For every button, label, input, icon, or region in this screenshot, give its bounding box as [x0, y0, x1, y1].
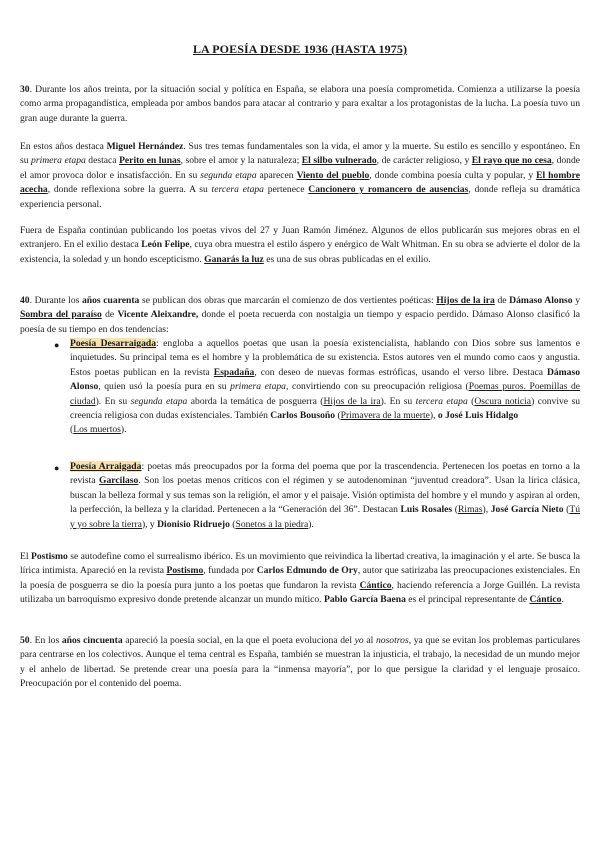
work-title: Sombra del paraíso — [20, 309, 102, 321]
work-title: El rayo que no cesa — [471, 155, 552, 167]
author-name: o José Luis Hidalgo — [437, 410, 519, 422]
bullet-icon: ● — [54, 340, 60, 350]
work-title: Perito en lunas — [119, 155, 181, 167]
magazine-title: Cántico — [359, 579, 392, 591]
work-title: Los muertos — [73, 424, 121, 436]
magazine-title: Garcilaso — [99, 475, 139, 487]
paragraph-exilio: Fuera de España continúan publicando los poetas vivos del 27 y Juan Ramón Jiménez. Algunos de ellos publicarán sus mejores obras en el extranjero. En el exilio destaca León Felipe, cuya obra muestra el estilo áspero y enérgico de Walt Whitman. En su obra se advierte el dolor de la existencia, la soledad y un hondo escepticismo. Ganarás la luz es una de sus obras publicadas en el exilio. — [20, 225, 581, 265]
work-title: El silbo vulnerado — [301, 155, 377, 167]
author-name: Dionisio Ridruejo — [157, 518, 230, 530]
paragraph-postismo: El Postismo se autodefine como el surrealismo ibérico. Es un movimiento que reivindica la libertad creativa, la imaginación y el arte. Se busca la lírica intimista. Apareció en la revista Postismo, fundada por Carlos Edmundo de Ory, autor que satirizaba las preocupaciones existenciales. En la poesía de posguerra se dio la poesía pura junto a los poetas que fundaron la revista Cántico, haciendo referencia a Jorge Guillén. La revista utilizaba un barroquismo expresivo donde pretende alcanzar un mundo mítico. Pablo García Baena es el principal representante de Cántico. — [20, 551, 581, 606]
work-title: Viento del pueblo — [296, 169, 370, 181]
section-number: 40 — [20, 295, 30, 306]
work-title: Hijos de la ira — [323, 395, 381, 407]
author-name: León Felipe — [141, 239, 190, 251]
author-name: Carlos Edmundo de Ory — [256, 565, 358, 577]
work-title: Oscura noticia — [474, 395, 532, 407]
magazine-title: Cántico — [529, 594, 562, 606]
bullet-icon: ● — [54, 463, 60, 473]
work-title: Hijos de la ira — [436, 295, 495, 306]
author-name: José García Nieto — [490, 504, 564, 516]
work-title: Cancionero y romancero de ausencias — [308, 184, 469, 196]
paragraph-50s: 50. En los años cincuenta apareció la poesía social, en la que el poeta evoluciona del yo al nosotros, ya que se evitan los problemas particulares para centrarse en los colectivos. Aunque el tema central es España, también se muestran la injusticia, el trabajo, la necesidad de un mundo mejor y el anhelo de libertad. Se pretende crear una poesía para la “inmensa mayoría”, por lo que persigue la claridad y el lenguaje prosaico. Preocupación por el contenido del poema. — [20, 635, 580, 690]
magazine-title: Postismo — [166, 565, 204, 577]
author-name: Pablo García Baena — [323, 594, 406, 606]
work-title: Ganarás la luz — [204, 253, 264, 265]
list-item-label: Poesía Arraigada — [70, 461, 142, 472]
work-title: Tú y yo sobre la tierra — [70, 504, 580, 530]
work-title: El hombre acecha — [20, 169, 580, 196]
section-number: 50 — [20, 635, 30, 646]
list-item-poesia-desarraigada: ● Poesía Desarraigada: engloba a aquellos poetas que usan la poesía existencialista, hablando con Dios sobre sus lamentos e inquietudes. Su principal tema es el hombre y la problemática de su existencia. Estos autores ven el mundo como caos y angustia. Estos poetas publican en la revista Espadaña, con deseo de nuevas formas estróficas, usando el verso libre. Destaca Dámaso Alonso, quien usó la poesía pura en su primera etapa, convirtiendo con su preocupación religiosa (Poemas puros. Poemillas de ciudad). En su segunda etapa aborda la temática de posguerra (Hijos de la ira). En su tercera etapa (Oscura noticia) convive su creencia religiosa con dudas existenciales. También Carlos Bousoño (Primavera de la muerte), o José Luis Hidalgo (Los muertos). — [54, 338, 581, 436]
list-item-label: Poesía Desarraigada — [70, 338, 157, 349]
paragraph-miguel-hernandez: En estos años destaca Miguel Hernández. Sus tres temas fundamentales son la vida, el amor y la muerte. Su estilo es sencillo y espontáneo. En su primera etapa destaca Perito en lunas, sobre el amor y la naturaleza; El silbo vulnerado, de carácter religioso, y El rayo que no cesa, donde el amor provoca dolor e insatisfacción. En su segunda etapa aparecen Viento del pueblo, donde combina poesía culta y popular, y El hombre acecha, donde reflexiona sobre la guerra. A su tercera etapa pertenece Cancionero y romancero de ausencias, donde refleja su dramática experiencia personal. — [20, 141, 581, 210]
list-item-poesia-arraigada: ● Poesía Arraigada: poetas más preocupados por la forma del poema que por la trascendencia. Pertenecen los poetas en torno a la revista Garcilaso. Son los poetas menos críticos con el régimen y se autodenominan “juventud creadora”. Usan la lírica clásica, buscan la belleza formal y sus temas son la religión, el amor y el paisaje. Visión optimista del hombre y el mundo y aspiran al orden, la perfección, la belleza y la claridad. Pertenecen a la “Generación del 36”. Destacan Luis Rosales (Rimas), José García Nieto (Tú y yo sobre la tierra), y Dionisio Ridruejo (Sonetos a la piedra). — [54, 461, 580, 530]
work-title: Rimas — [458, 504, 483, 516]
author-name: Luis Rosales — [400, 504, 453, 516]
author-name: Dámaso Alonso — [509, 295, 573, 306]
paragraph-40s: 40. Durante los años cuarenta se publican dos obras que marcarán el comienzo de dos vertientes poéticas: Hijos de la ira de Dámaso Alonso y Sombra del paraíso de Vicente Aleixandre, donde el poeta recuerda con nostalgia un tiempo y espacio perdido. Dámaso Alonso clasificó la poesía de su tiempo en dos tendencias: — [20, 295, 580, 335]
work-title: Sonetos a la piedra — [235, 518, 309, 530]
author-name: Miguel Hernández — [106, 141, 184, 152]
author-name: Dámaso Alonso — [70, 366, 580, 393]
section-number: 30 — [20, 84, 30, 95]
author-name: Vicente Aleixandre, — [117, 309, 199, 321]
work-title: Primavera de la muerte — [340, 410, 430, 422]
paragraph-30s: 30. Durante los años treinta, por la situación social y política en España, se elabora una poesía comprometida. Comienza a utilizarse la poesía como arma propagandística, empleada por ambos bandos para atacar al contrario y para exaltar a los protagonistas de la lucha. La poesía tuvo un gran auge durante la guerra. — [20, 84, 580, 124]
author-name: Carlos Bousoño — [270, 410, 336, 422]
magazine-title: Espadaña — [213, 366, 255, 378]
work-title: Poemas puros. Poemillas de ciudad — [70, 381, 580, 407]
page-title: LA POESÍA DESDE 1936 (HASTA 1975) — [192, 42, 408, 56]
